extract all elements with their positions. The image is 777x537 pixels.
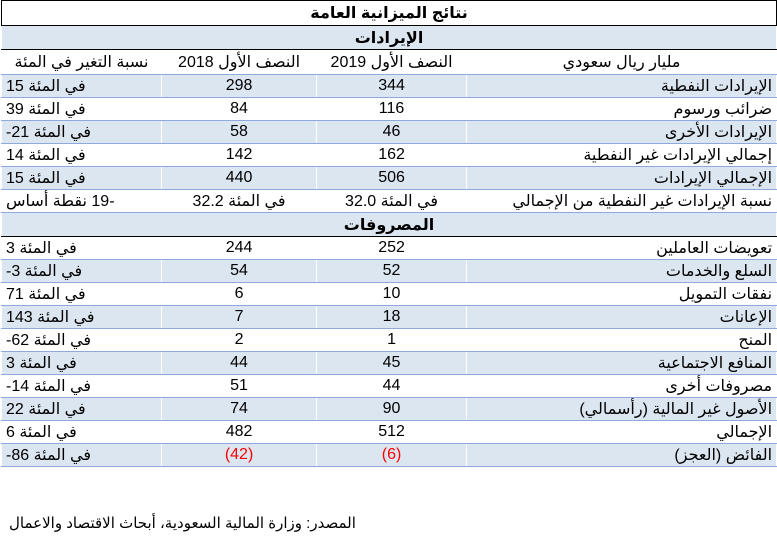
value-h1-2018: 298 [162,75,317,98]
value-h1-2018: (42) [162,444,317,467]
value-change: في المئة 3 [2,352,162,375]
value-h1-2018: 54 [162,260,317,283]
revenue-rows [2,75,777,213]
value-h1-2019: 506 [317,167,467,190]
row-label: المنافع الاجتماعية [467,352,777,375]
value-h1-2018: 44 [162,352,317,375]
row-label: نفقات التمويل [467,283,777,306]
table-row [2,375,777,398]
row-label: نسبة الإيرادات غير النفطية من الإجمالي [467,190,777,213]
table-row [2,98,777,121]
table-row [2,121,777,144]
table-row [2,306,777,329]
source-note [1,514,776,532]
value-h1-2019: 162 [317,144,467,167]
expense-rows [2,237,777,467]
value-h1-2019: 512 [317,421,467,444]
value-h1-2019: 116 [317,98,467,121]
value-h1-2019: 44 [317,375,467,398]
value-change: في المئة 86- [2,444,162,467]
budget-results-table [1,0,777,467]
value-h1-2018: 2 [162,329,317,352]
value-change: في المئة 3- [2,260,162,283]
value-h1-2018: 440 [162,167,317,190]
row-label: الأصول غير المالية (رأسمالي) [467,398,777,421]
row-label: تعويضات العاملين [467,237,777,260]
value-change: في المئة 6 [2,421,162,444]
value-h1-2019: 52 [317,260,467,283]
row-label: إجمالي الإيرادات غير النفطية [467,144,777,167]
row-label: الإجمالي الإيرادات [467,167,777,190]
value-h1-2018: 58 [162,121,317,144]
source-text: المصدر: وزارة المالية السعودية، أبحاث الاقتصاد والاعمال [9,515,356,532]
revenue-section-heading: الإيرادات [2,26,777,50]
value-change: في المئة 3 [2,237,162,260]
budget-results-table-container [1,0,776,532]
value-change: -19 نقطة أساس [2,190,162,213]
value-h1-2019: 45 [317,352,467,375]
revenue-section-row [2,26,777,50]
table-row [2,190,777,213]
value-change: في المئة 15 [2,75,162,98]
row-label: مصروفات أخرى [467,375,777,398]
row-label: المنح [467,329,777,352]
column-header-row [2,50,777,75]
value-h1-2018: 6 [162,283,317,306]
value-h1-2019: 344 [317,75,467,98]
row-label: الإجمالي [467,421,777,444]
row-label: الفائض (العجز) [467,444,777,467]
value-h1-2018: 142 [162,144,317,167]
value-h1-2019: 252 [317,237,467,260]
header-h1-2019: النصف الأول 2019 [317,50,467,75]
value-h1-2019: 18 [317,306,467,329]
row-label: الإعانات [467,306,777,329]
header-label: مليار ريال سعودي [467,50,777,75]
table-row [2,167,777,190]
value-h1-2018: 7 [162,306,317,329]
value-h1-2019: 46 [317,121,467,144]
table-title: نتائج الميزانية العامة [2,1,777,26]
row-label: السلع والخدمات [467,260,777,283]
value-change: في المئة 15 [2,167,162,190]
table-row [2,398,777,421]
value-h1-2019: في المئة 32.0 [317,190,467,213]
header-change: نسبة التغير في المئة [2,50,162,75]
value-h1-2019: 10 [317,283,467,306]
value-h1-2018: 51 [162,375,317,398]
table-row [2,260,777,283]
value-change: في المئة 22 [2,398,162,421]
expenses-section-row [2,213,777,237]
table-row [2,329,777,352]
table-row [2,352,777,375]
value-h1-2019: 90 [317,398,467,421]
row-label: الإيرادات النفطية [467,75,777,98]
value-change: في المئة 14 [2,144,162,167]
value-h1-2018: 244 [162,237,317,260]
value-change: في المئة 143 [2,306,162,329]
value-change: في المئة 14- [2,375,162,398]
value-h1-2018: 482 [162,421,317,444]
table-title-row [2,1,777,26]
value-h1-2018: 84 [162,98,317,121]
value-h1-2018: في المئة 32.2 [162,190,317,213]
value-h1-2019: (6) [317,444,467,467]
value-change: في المئة 62- [2,329,162,352]
table-row [2,144,777,167]
table-row [2,444,777,467]
value-change: في المئة 39 [2,98,162,121]
expenses-section-heading: المصروفات [2,213,777,237]
table-row [2,237,777,260]
table-row [2,75,777,98]
row-label: ضرائب ورسوم [467,98,777,121]
value-h1-2019: 1 [317,329,467,352]
value-change: في المئة 21- [2,121,162,144]
table-row [2,283,777,306]
value-change: في المئة 71 [2,283,162,306]
header-h1-2018: النصف الأول 2018 [162,50,317,75]
value-h1-2018: 74 [162,398,317,421]
table-row [2,421,777,444]
row-label: الإيرادات الأخرى [467,121,777,144]
